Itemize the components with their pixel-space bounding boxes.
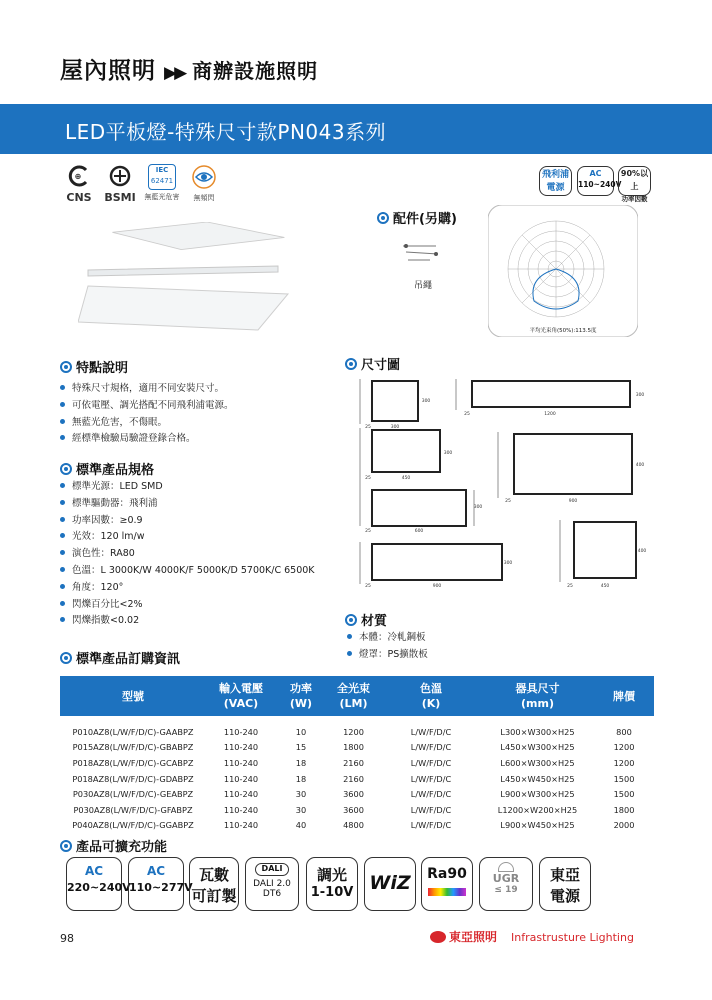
bullet-icon [60, 361, 72, 373]
svg-text:300: 300 [473, 505, 483, 510]
svg-text:25: 25 [567, 584, 573, 589]
svg-text:400: 400 [637, 549, 647, 554]
brand-tagline: Infrastrusture Lighting [511, 931, 634, 944]
col-header-voltage: 輸入電壓 (VAC) [206, 676, 276, 716]
table-row: P030AZ8(L/W/F/D/C)-GFABPZ 110-240 30 3600 L/W/F/D/C L1200×W200×H25 1800 [73, 804, 635, 815]
page-header [60, 52, 318, 85]
specs-heading: 標準產品規格 [60, 459, 154, 478]
dali-badge: DALI DALI 2.0 DT6 [245, 857, 299, 911]
lamp-icon [498, 862, 514, 872]
dimension-heading: 尺寸圖 [345, 354, 400, 373]
category-title: 屋內照明 [60, 58, 156, 84]
bullet-icon [60, 840, 72, 852]
capabilities-heading: 產品可擴充功能 [60, 836, 167, 855]
ac-220-240-badge: AC 220~240V [66, 857, 122, 911]
bsmi-cert: BSMI [102, 164, 138, 204]
svg-text:600: 600 [414, 529, 424, 534]
list-item: 燈罩：PS擴散板 [347, 646, 428, 663]
bullet-icon [377, 212, 389, 224]
list-item: 標準光源：LED SMD [60, 478, 315, 495]
svg-text:25: 25 [365, 476, 371, 481]
material-list [347, 629, 428, 663]
material-heading: 材質 [345, 610, 387, 629]
col-header-size: 器具尺寸 (mm) [481, 676, 594, 716]
power-supply-badge: 東亞 電源 [539, 857, 591, 911]
color-spectrum-icon [428, 888, 466, 896]
ac-label: AC [589, 169, 602, 178]
list-item: 本體：冷軋鋼板 [347, 629, 428, 646]
svg-text:25: 25 [505, 499, 511, 504]
list-item: 光效：120 lm/w [60, 528, 315, 545]
bullet-icon [60, 652, 72, 664]
polar-distribution-chart [488, 205, 638, 337]
svg-text:25: 25 [365, 529, 371, 534]
table-row: P018AZ8(L/W/F/D/C)-GDABPZ 110-240 18 2160 L/W/F/D/C L450×W450×H25 1500 [72, 773, 635, 784]
wiz-badge: WiZ [364, 857, 416, 911]
list-item: 經標準檢驗局驗證登錄合格。 [60, 430, 234, 447]
page-number: 98 [60, 932, 74, 945]
drawing-450x450 [574, 522, 636, 578]
dimension-drawings [350, 374, 650, 596]
table-row: P015AZ8(L/W/F/D/C)-GBABPZ 110-240 15 1800 L/W/F/D/C L450×W300×H25 1200 [72, 742, 635, 753]
brand-logo-icon [430, 931, 446, 943]
ordering-heading: 標準產品訂購資訊 [60, 648, 180, 667]
beam-angle-label: 平均光束角(50%):113.5度 [529, 328, 597, 334]
ac-range: 110~240V [578, 180, 622, 189]
drawing-450x300 [372, 430, 440, 472]
svg-text:900: 900 [432, 584, 442, 589]
iec-cert: IEC 62471 無藍光危害 [144, 166, 180, 201]
bullet-icon [60, 463, 72, 475]
panel-side-view [88, 266, 278, 276]
panel-bottom-view [78, 286, 288, 330]
table-row [60, 716, 654, 724]
svg-text:300: 300 [390, 425, 400, 430]
col-header-power: 功率 (W) [276, 676, 326, 716]
ac-range-badge [577, 166, 622, 196]
features-heading: 特點說明 [60, 357, 128, 376]
cns-logo-icon [64, 164, 94, 188]
svg-text:300: 300 [421, 399, 431, 404]
product-photo [78, 222, 300, 334]
cns-cert: ⊕ CNS [64, 164, 94, 204]
panel-top-view [112, 222, 284, 250]
ac-110-277-badge: AC 110~277V [128, 857, 184, 911]
double-arrow-icon: ▶▶ [164, 63, 185, 83]
ugr-badge: UGR ≤ 19 [479, 857, 533, 911]
col-header-cct: 色溫 (K) [381, 676, 481, 716]
bsmi-logo-icon [105, 164, 135, 188]
eye-icon [191, 164, 217, 190]
title-banner [0, 104, 712, 154]
drawing-1200x300 [472, 381, 630, 407]
list-item: 閃爍指數<0.02 [60, 612, 315, 629]
accessories-heading: 配件(另購) [377, 208, 457, 227]
col-header-model: 型號 [60, 676, 206, 716]
svg-text:450: 450 [600, 584, 610, 589]
table-header-row [60, 676, 654, 716]
custom-wattage-badge: 瓦數 可訂製 [189, 857, 239, 911]
list-item: 無藍光危害，不傷眼。 [60, 414, 234, 431]
svg-text:400: 400 [635, 463, 645, 468]
philips-driver-badge: 飛利浦 電源 [539, 166, 572, 196]
pf-value: 90%以上 [620, 169, 649, 191]
drawing-300x300 [372, 381, 418, 421]
list-item: 色溫：L 3000K/W 4000K/F 5000K/D 5700K/C 6500K [60, 562, 315, 579]
col-header-lumen: 全光束 (LM) [326, 676, 381, 716]
hanging-wire-icon [400, 240, 442, 266]
no-flicker-cert: 無頻閃 [186, 164, 222, 203]
list-item: 角度：120° [60, 579, 315, 596]
svg-text:900: 900 [568, 499, 578, 504]
dimming-badge: 調光 1-10V [306, 857, 358, 911]
list-item: 功率因數：≥0.9 [60, 512, 315, 529]
table-row: P030AZ8(L/W/F/D/C)-GEABPZ 110-240 30 3600 L/W/F/D/C L900×W300×H25 1500 [72, 789, 635, 800]
category-subtitle: 商辦設施照明 [192, 59, 319, 83]
svg-text:1200: 1200 [544, 412, 556, 417]
ra90-badge: Ra90 [421, 857, 473, 911]
pf-label: 功率因數 [621, 195, 648, 203]
power-factor-badge [618, 166, 651, 203]
svg-text:300: 300 [635, 393, 645, 398]
product-series-title: LED平板燈-特殊尺寸款PN043系列 [65, 120, 387, 144]
dali-logo-icon: DALI [255, 863, 289, 876]
table-row: P010AZ8(L/W/F/D/C)-GAABPZ 110-240 10 1200 L/W/F/D/C L300×W300×H25 800 [72, 726, 632, 737]
svg-text:25: 25 [365, 584, 371, 589]
bullet-icon [345, 614, 357, 626]
drawing-600x300 [372, 490, 466, 526]
bullet-icon [345, 358, 357, 370]
iec-badge-icon: IEC 62471 [148, 164, 176, 190]
svg-text:25: 25 [365, 425, 371, 430]
svg-text:300: 300 [443, 451, 453, 456]
table-row: P040AZ8(L/W/F/D/C)-GGABPZ 110-240 40 4800 L/W/F/D/C L900×W450×H25 2000 [72, 820, 635, 831]
svg-text:⊕: ⊕ [74, 172, 82, 181]
list-item: 特殊尺寸規格，適用不同安裝尺寸。 [60, 380, 234, 397]
list-item: 標準驅動器：飛利浦 [60, 495, 315, 512]
ordering-table [60, 676, 654, 833]
features-list [60, 380, 234, 447]
svg-text:25: 25 [464, 412, 470, 417]
footer-brand [430, 928, 634, 945]
svg-text:450: 450 [401, 476, 411, 481]
brand-name: 東亞照明 [449, 930, 498, 944]
drawing-900x450 [514, 434, 632, 494]
specs-list [60, 478, 315, 629]
drawing-900x300 [372, 544, 502, 580]
table-row: P018AZ8(L/W/F/D/C)-GCABPZ 110-240 18 2160 L/W/F/D/C L600×W300×H25 1200 [72, 757, 635, 768]
list-item: 可依電壓、調光搭配不同飛利浦電源。 [60, 397, 234, 414]
list-item: 閃爍百分比<2% [60, 596, 315, 613]
accessory-label: 吊繩 [414, 281, 433, 291]
svg-text:300: 300 [503, 561, 513, 566]
list-item: 演色性：RA80 [60, 545, 315, 562]
col-header-price: 牌價 [594, 676, 654, 716]
